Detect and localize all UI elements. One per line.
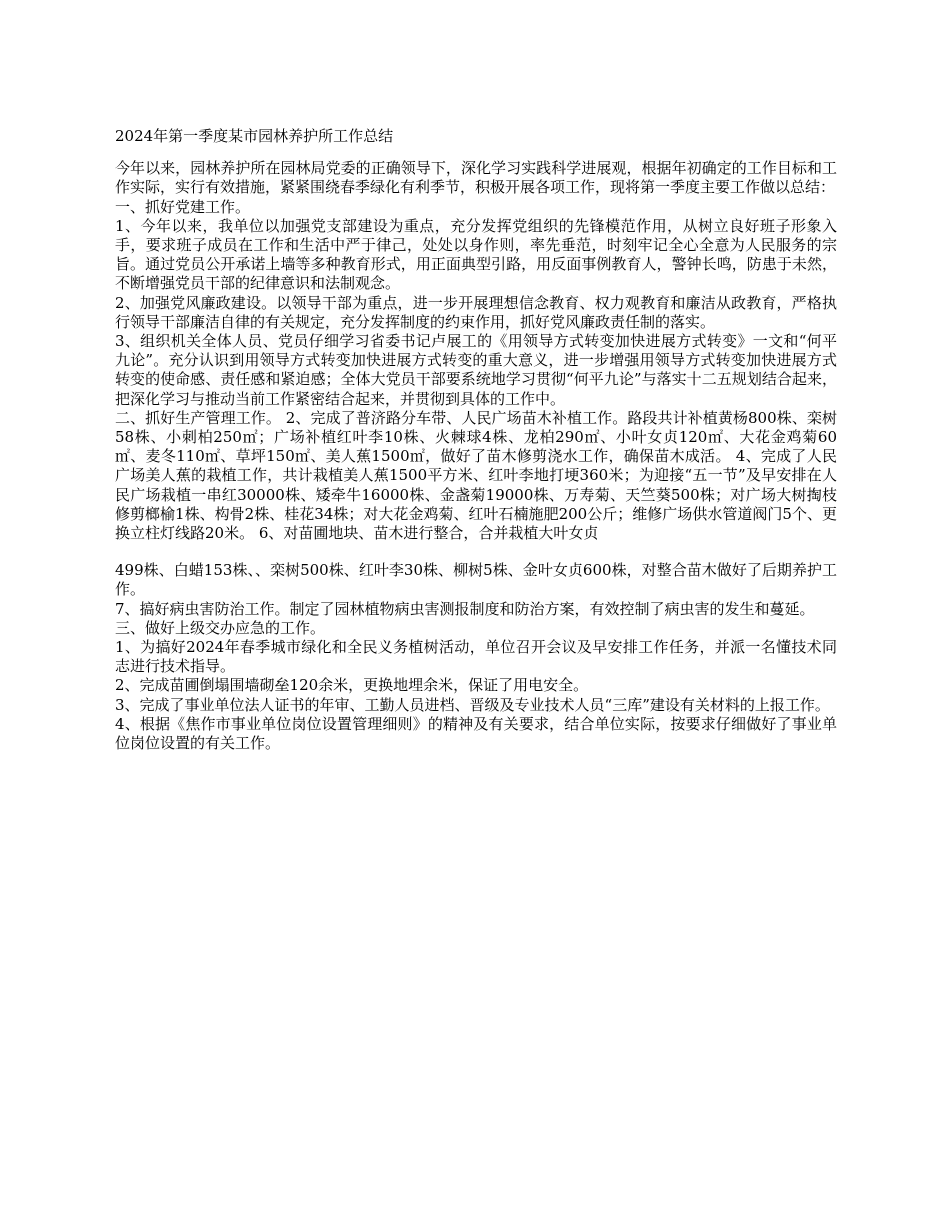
paragraph-post-setting: 4、根据《焦作市事业单位岗位设置管理细则》的精神及有关要求，结合单位实际，按要求仔细做好了事业单位岗位设置的有关工作。 <box>115 714 837 753</box>
section-heading-emergency: 三、做好上级交办应急的工作。 <box>115 618 326 637</box>
paragraph-integrity: 2、加强党风廉政建设。以领导干部为重点，进一步开展理想信念教育、权力观教育和廉洁从政教育，严格执行领导干部廉洁自律的有关规定，充分发挥制度的约束作用，抓好党风廉政责任制的落实。 <box>115 293 837 331</box>
paragraph-party-branch: 1、今年以来，我单位以加强党支部建设为重点，充分发挥党组织的先锋模范作用，从树立良好班子形象入手，要求班子成员在工作和生活中严于律己，处处以身作则，率先垂范，时刻牢记全心全意为人民服务的宗旨。通过党员公开承诺上墙等多种教育形式，用正面典型引路，用反面事例教育人，警钟长鸣，防患于未然，不断增强党员干部的纪律意识和法制观念。 <box>115 216 837 293</box>
paragraph-wall-repair: 2、完成苗圃倒塌围墙砌垒120余米，更换地埋余米，保证了用电安全。 <box>115 676 589 695</box>
paragraph-pest-control: 7、搞好病虫害防治工作。制定了园林植物病虫害测报制度和防治方案，有效控制了病虫害的发生和蔓延。 <box>115 599 815 618</box>
paragraph-gap <box>115 543 837 561</box>
section-heading-party-building: 一、抓好党建工作。 <box>115 197 251 216</box>
paragraph-study: 3、组织机关全体人员、党员仔细学习省委书记卢展工的《用领导方式转变加快进展方式转变》一文和“何平九论”。充分认识到用领导方式转变加快进展方式转变的重大意义，进一步增强用领导方式转变加快进展方式转变的使命感、责任感和紧迫感；全体大党员干部要系统地学习贯彻“何平九论”与落实十二五规划结合起来，把深化学习与推动当前工作紧密结合起来，并贯彻到具体的工作中。 <box>115 332 837 408</box>
paragraph-intro: 今年以来，园林养护所在园林局党委的正确领导下，深化学习实践科学进展观，根据年初确定的工作目标和工作实际，实行有效措施，紧紧围绕春季绿化有利季节，积极开展各项工作，现将第一季度主要工作做以总结： <box>115 159 837 197</box>
paragraph-nursery-continued: 499株、白蜡153株、、栾树500株、红叶李30株、柳树5株、金叶女贞600株，对整合苗木做好了后期养护工作。 <box>115 561 837 599</box>
paragraph-tree-planting: 1、为搞好2024年春季城市绿化和全民义务植树活动，单位召开会议及早安排工作任务，并派一名懂技术同志进行技术指导。 <box>115 638 837 676</box>
document-body <box>115 127 837 753</box>
document-title: 2024年第一季度某市园林养护所工作总结 <box>115 127 394 145</box>
paragraph-certificates: 3、完成了事业单位法人证书的年审、工勤人员进档、晋级及专业技术人员“三库”建设有关材料的上报工作。 <box>115 695 830 714</box>
paragraph-production: 二、抓好生产管理工作。 2、完成了普济路分车带、人民广场苗木补植工作。路段共计补植黄杨800株、栾树58株、小刺柏250㎡；广场补植红叶李10株、火棘球4株、龙柏290㎡、小叶女贞120㎡、大花金鸡菊60㎡、麦冬110㎡、草坪150㎡、美人蕉1500㎡，做好了苗木修剪浇水工作，确保苗木成活。 4、完成了人民广场美人蕉的栽植工作，共计栽植美人蕉1500平方米、红叶李地打埂360米；为迎接“五一节”及早安排在人民广场栽植一串红30000株、矮牵牛16000株、金盏菊19000株、万寿菊、天竺葵500株；对广场大树掏枝修剪榔榆1株、构骨2株、桂花34株；对大花金鸡菊、红叶石楠施肥200公斤；维修广场供水管道阀门5个、更换立柱灯线路20米。 6、对苗圃地块、苗木进行整合，合并栽植大叶女贞 <box>115 408 837 543</box>
